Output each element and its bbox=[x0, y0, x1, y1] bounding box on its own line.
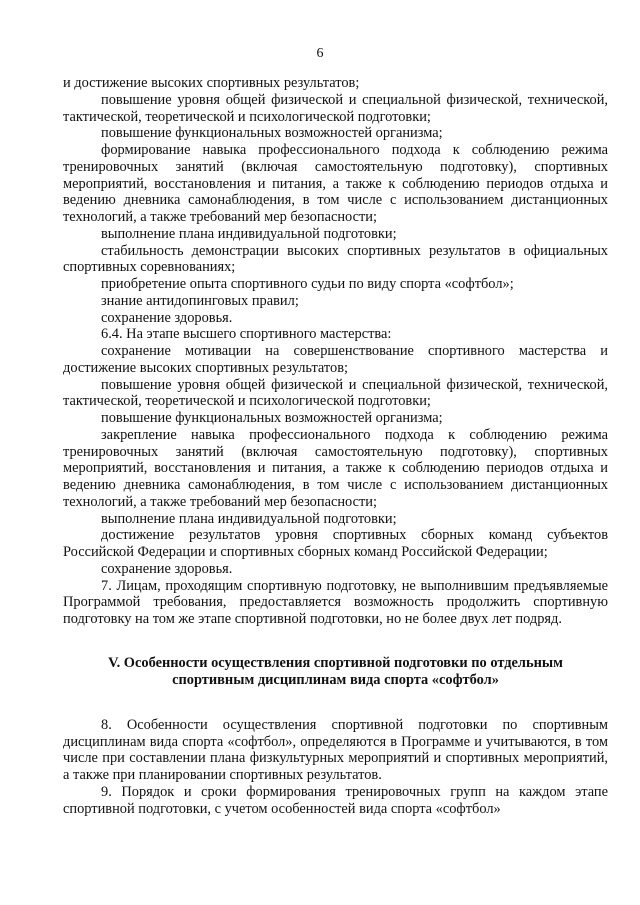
page-number: 6 bbox=[316, 46, 324, 61]
paragraph: выполнение плана индивидуальной подготовки; bbox=[101, 225, 397, 242]
paragraph: 7. Лицам, проходящим спортивную подготовку, не выполнившим предъявляемые Программой требования, предоставляется возможность продолжить спортивную подготовку на том же этапе спортивной подготовки, но не более двух лет подряд. bbox=[63, 577, 608, 627]
paragraph: повышение функциональных возможностей организма; bbox=[101, 410, 443, 426]
document-body bbox=[63, 75, 608, 817]
section-heading: V. Особенности осуществления спортивной подготовки по отдельным спортивным дисциплинам вида спорта «софтбол» bbox=[108, 654, 563, 688]
paragraph: стабильность демонстрации высоких спортивных результатов в официальных спортивных соревнованиях; bbox=[63, 242, 608, 276]
paragraph: выполнение плана индивидуальной подготовки; bbox=[101, 510, 397, 527]
paragraph: сохранение мотивации на совершенствование спортивного мастерства и достижение высоких спортивных результатов; bbox=[63, 343, 608, 376]
paragraph: 8. Особенности осуществления спортивной подготовки по спортивным дисциплинам вида спорта «софтбол», определяются в Программе и учитываются, в том числе при составлении плана физкультурных мероприятий и спортивных мероприятий, а также при планировании спортивных результатов. bbox=[63, 716, 608, 783]
paragraph: сохранение здоровья. bbox=[101, 560, 233, 577]
paragraph: сохранение здоровья. bbox=[101, 309, 233, 326]
paragraph: и достижение высоких спортивных результатов; bbox=[63, 75, 360, 91]
paragraph: знание антидопинговых правил; bbox=[101, 292, 299, 309]
paragraph: закрепление навыка профессионального подхода к соблюдению режима тренировочных занятий (включая самостоятельную подготовку), спортивных мероприятий, восстановления и питания, а также к соблюдению периодов отдыха и ведению дневника самонаблюдения, в том числе с использованием дистанционных технологий, а также требований мер безопасности; bbox=[63, 426, 608, 510]
paragraph: повышение уровня общей физической и специальной физической, технической, тактической, теоретической и психологической подготовки; bbox=[63, 376, 608, 410]
paragraph: 9. Порядок и сроки формирования тренировочных групп на каждом этапе спортивной подготовки, с учетом особенностей вида спорта «софтбол» bbox=[63, 783, 608, 817]
paragraph: повышение функциональных возможностей организма; bbox=[101, 125, 443, 142]
paragraph: повышение уровня общей физической и специальной физической, технической, тактической, теоретической и психологической подготовки; bbox=[63, 91, 608, 125]
paragraph: приобретение опыта спортивного судьи по виду спорта «софтбол»; bbox=[101, 276, 514, 292]
paragraph: формирование навыка профессионального подхода к соблюдению режима тренировочных занятий (включая самостоятельную подготовку), спортивных мероприятий, восстановления и питания, а также к соблюдению периодов отдыха и ведению дневника самонаблюдения, в том числе с использованием дистанционных технологий, а также требований мер безопасности; bbox=[63, 142, 608, 225]
paragraph: 6.4. На этапе высшего спортивного мастерства: bbox=[101, 326, 392, 343]
paragraph: достижение результатов уровня спортивных сборных команд субъектов Российской Федерации и спортивных сборных команд Российской Федерации; bbox=[63, 527, 608, 560]
